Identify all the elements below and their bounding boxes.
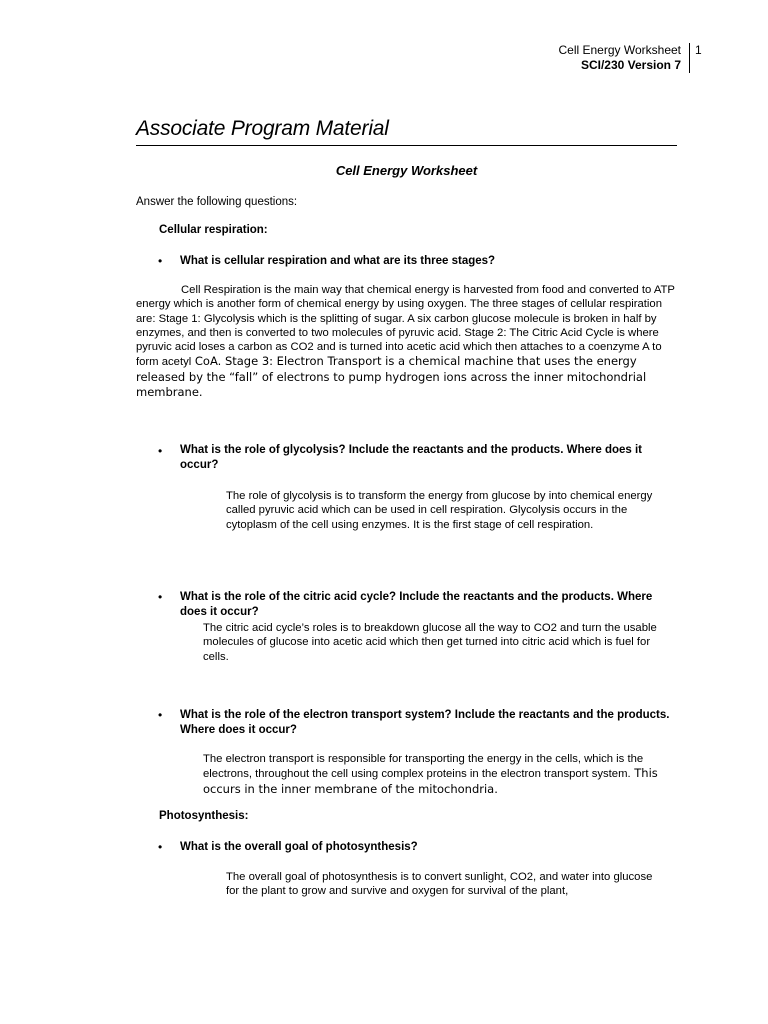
- worksheet-subtitle: Cell Energy Worksheet: [335, 163, 478, 178]
- question-1: What is cellular respiration and what are its three stages?: [180, 255, 496, 267]
- instructions: Answer the following questions:: [136, 196, 298, 208]
- page-header: [559, 43, 691, 73]
- page-title: Associate Program Material: [136, 117, 389, 140]
- bullet-1: •: [158, 254, 163, 268]
- bullet-2: •: [158, 444, 163, 458]
- answer-1-tail: CoA. Stage 3: Electron Transport is a chemical machine that uses the energy released by the “fall” of electrons to pump hydrogen ions across the inner mitochondrial membrane.: [136, 354, 647, 400]
- bullet-4: •: [158, 708, 163, 722]
- question-5: What is the overall goal of photosynthesis?: [180, 841, 418, 853]
- answer-4-main: The electron transport is responsible for transporting the energy in the cells, which is the electrons, throughout the cell using complex proteins in the electron transport system.: [203, 753, 644, 781]
- question-4: What is the role of the electron transport system? Include the reactants and the products. Where does it occur?: [180, 709, 670, 736]
- bullet-5: •: [158, 840, 163, 854]
- answer-2: The role of glycolysis is to transform the energy from glucose by into chemical energy called pyruvic acid which can be used in cell respiration. Glycolysis occurs in the cytoplasm of the cell using enzymes. It is the first stage of cell respiration.: [226, 490, 653, 531]
- answer-5: The overall goal of photosynthesis is to convert sunlight, CO2, and water into glucose for the plant to grow and survive and oxygen for survival of the plant,: [226, 871, 653, 898]
- question-3: What is the role of the citric acid cycle? Include the reactants and the products. Where does it occur?: [180, 591, 653, 618]
- header-doc-title: Cell Energy Worksheet: [558, 43, 681, 57]
- page-number: 1: [695, 43, 702, 57]
- title-rule: [136, 145, 677, 146]
- answer-4-tail: This occurs in the inner membrane of the mitochondria.: [203, 766, 658, 796]
- answer-1: [136, 283, 676, 400]
- bullet-3: •: [158, 590, 163, 604]
- header-version: SCI/230 Version 7: [580, 58, 681, 72]
- answer-3: The citric acid cycle’s roles is to breakdown glucose all the way to CO2 and turn the usable molecules of glucose into acetic acid which then get turned into citric acid which is fuel for cells.: [203, 622, 657, 663]
- section-heading-photosynthesis: Photosynthesis:: [159, 810, 249, 822]
- section-heading-cellular-respiration: Cellular respiration:: [159, 224, 268, 236]
- answer-4: [203, 752, 678, 797]
- answer-1-main: Cell Respiration is the main way that chemical energy is harvested from food and converted to ATP energy which is another form of chemical energy by using oxygen. The three stages of cellular respiration are: Stage 1: Glycolysis which is the splitting of sugar. A six carbon glucose molecule is broken in half by enzymes, and then is converted to two molecules of pyruvic acid. Stage 2: The Citric Acid Cycle is where pyruvic acid loses a carbon as CO2 and is turned into acetic acid which then attaches to a coenzyme A to form acetyl: [136, 284, 675, 369]
- question-2: What is the role of glycolysis? Include the reactants and the products. Where does it occur?: [180, 444, 642, 471]
